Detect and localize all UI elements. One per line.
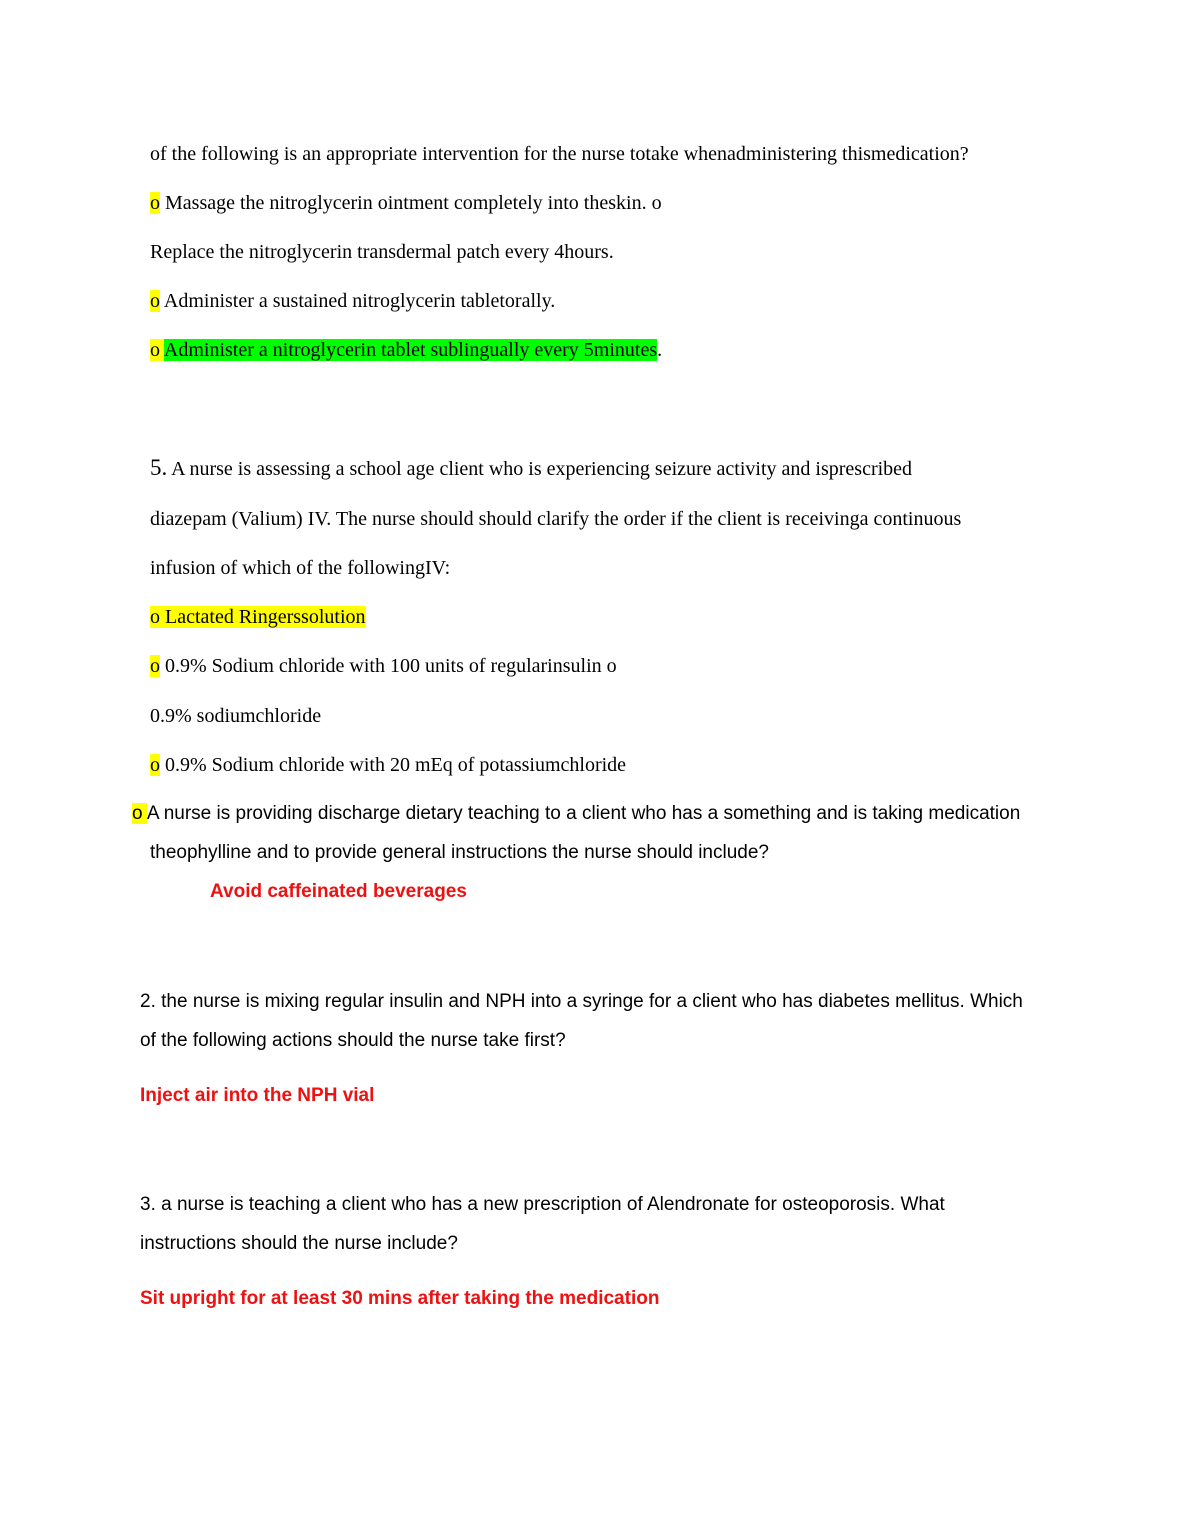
q5-stem-line-1 <box>150 456 912 481</box>
option-bullet: o <box>150 290 160 312</box>
option-text: Massage the nitroglycerin ointment completely into theskin. o <box>160 192 662 214</box>
q5-option-4 <box>150 753 626 777</box>
correct-answer-highlight: Administer a nitroglycerin tablet sublingually every 5minutes <box>163 339 658 361</box>
theophylline-answer: Avoid caffeinated beverages <box>210 881 467 902</box>
option-text: 0.9% Sodium chloride with 20 mEq of potassiumchloride <box>160 754 627 776</box>
theophylline-question-line-1 <box>132 802 1020 826</box>
q5-option-3: 0.9% sodiumchloride <box>150 705 322 727</box>
q2-answer: Inject air into the NPH vial <box>140 1085 375 1106</box>
q4-option-3 <box>150 289 555 313</box>
theophylline-question-line-2: theophylline and to provide general instructions the nurse should include? <box>150 842 769 863</box>
q4-option-4 <box>150 338 662 362</box>
q4-option-2: Replace the nitroglycerin transdermal patch every 4hours. <box>150 241 614 263</box>
q5-option-1 <box>150 605 366 629</box>
q3-answer: Sit upright for at least 30 mins after taking the medication <box>140 1288 660 1309</box>
q3-line-1: 3. a nurse is teaching a client who has a new prescription of Alendronate for osteoporosis. What <box>140 1194 945 1215</box>
q5-stem-line-2: diazepam (Valium) IV. The nurse should should clarify the order if the client is receivinga continuous <box>150 508 962 530</box>
option-bullet: o <box>132 803 147 824</box>
question-number: 5. <box>150 455 168 480</box>
q4-option-1 <box>150 191 662 215</box>
q5-option-2 <box>150 654 617 678</box>
option-text: Lactated Ringerssolution <box>165 606 366 628</box>
option-bullet: o <box>150 655 160 677</box>
q5-stem-line-3: infusion of which of the followingIV: <box>150 557 451 579</box>
q2-line-1: 2. the nurse is mixing regular insulin and NPH into a syringe for a client who has diabetes mellitus. Which <box>140 991 1023 1012</box>
q2-line-2: of the following actions should the nurse take first? <box>140 1030 566 1051</box>
question-text: A nurse is assessing a school age client who is experiencing seizure activity and isprescribed <box>167 458 913 480</box>
q3-line-2: instructions should the nurse include? <box>140 1233 458 1254</box>
option-text-end: . <box>657 339 663 361</box>
question-text: A nurse is providing discharge dietary teaching to a client who has a something and is taking medication <box>146 803 1021 824</box>
option-text: Administer a sustained nitroglycerin tabletorally. <box>160 290 556 312</box>
option-text: 0.9% Sodium chloride with 100 units of regularinsulin o <box>160 655 617 677</box>
option-bullet: o <box>150 192 160 214</box>
option-bullet: o <box>150 606 160 628</box>
option-bullet: o <box>150 754 160 776</box>
option-bullet: o <box>150 339 160 361</box>
q4-stem: of the following is an appropriate intervention for the nurse totake whenadministering thismedication? <box>150 143 969 165</box>
